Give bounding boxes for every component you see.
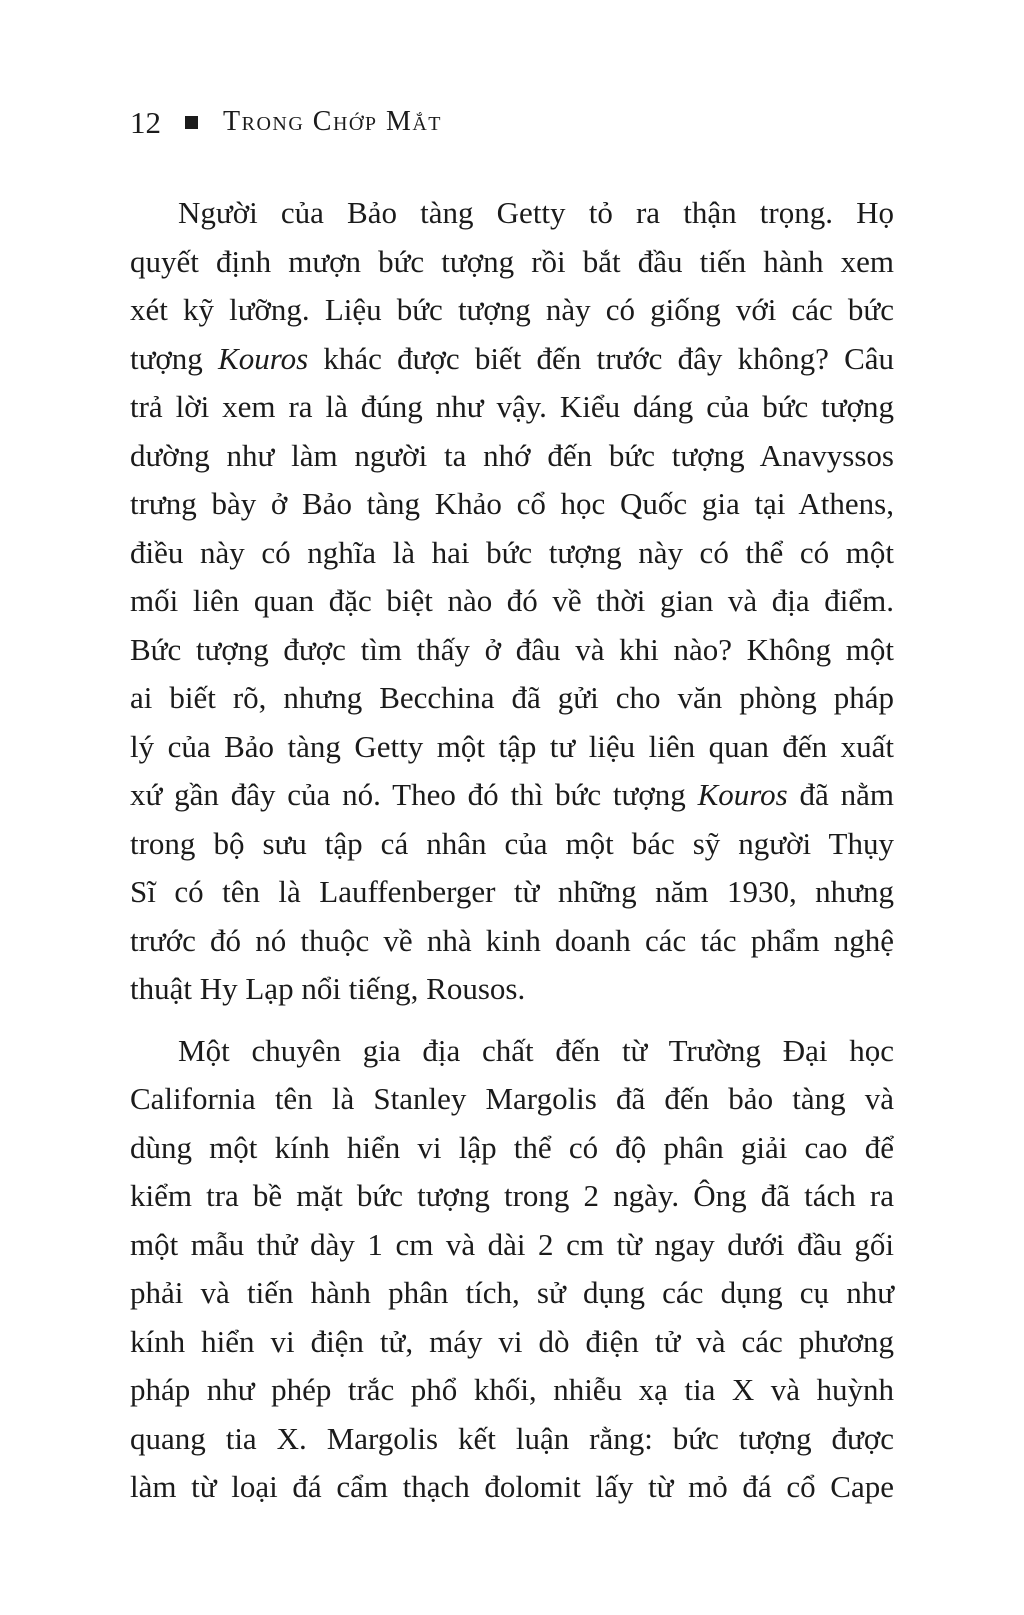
text-line: quyết định mượn bức tượng rồi bắt đầu tiến hành xem — [130, 243, 894, 279]
paragraph — [130, 189, 894, 1014]
text-line: dùng một kính hiển vi lập thể có độ phân giải cao để — [130, 1129, 894, 1165]
text-line: xét kỹ lưỡng. Liệu bức tượng này có giống với các bức — [130, 292, 894, 327]
italic-term: Kouros — [697, 777, 788, 812]
text-line: Người của Bảo tàng Getty tỏ ra thận trọng. Họ — [178, 195, 894, 230]
running-title: Trong Chớp Mắt — [223, 106, 443, 137]
page-header — [130, 103, 442, 141]
text-line: Sĩ có tên là Lauffenberger từ những năm 1930, nhưng — [130, 874, 894, 909]
text-line: kiểm tra bề mặt bức tượng trong 2 ngày. Ông đã tách ra — [130, 1178, 894, 1213]
text-line: một mẫu thử dày 1 cm và dài 2 cm từ ngay dưới đầu gối — [130, 1226, 894, 1262]
text-line: dường như làm người ta nhớ đến bức tượng Anavyssos — [130, 437, 894, 473]
italic-term: Kouros — [218, 340, 309, 376]
text-line: xứ gần đây của nó. Theo đó thì bức tượng Kouros đã nằm — [130, 777, 894, 812]
text-line: điều này có nghĩa là hai bức tượng này có thể có một — [130, 534, 894, 570]
paragraph — [130, 1027, 894, 1512]
text-line: kính hiển vi điện tử, máy vi dò điện tử và các phương — [130, 1323, 894, 1359]
text-line: Bức tượng được tìm thấy ở đâu và khi nào? Không một — [130, 631, 894, 667]
text-line: trả lời xem ra là đúng như vậy. Kiểu dáng của bức tượng — [130, 389, 894, 424]
text-line: trưng bày ở Bảo tàng Khảo cổ học Quốc gia tại Athens, — [130, 486, 894, 521]
text-line: làm từ loại đá cẩm thạch đolomit lấy từ mỏ đá cổ Cape — [130, 1469, 894, 1504]
text-line: California tên là Stanley Margolis đã đến bảo tàng và — [130, 1081, 894, 1116]
square-bullet-icon — [185, 116, 198, 129]
body-text — [130, 189, 894, 1512]
text-line: pháp như phép trắc phổ khối, nhiễu xạ tia X và huỳnh — [130, 1372, 894, 1407]
text-line: trước đó nó thuộc về nhà kinh doanh các tác phẩm nghệ — [130, 922, 894, 958]
text-line: mối liên quan đặc biệt nào đó về thời gian và địa điểm. — [130, 583, 894, 618]
text-line: Một chuyên gia địa chất đến từ Trường Đại học — [178, 1032, 894, 1068]
text-line: quang tia X. Margolis kết luận rằng: bức tượng được — [130, 1420, 894, 1456]
text-line: thuật Hy Lạp nổi tiếng, Rousos. — [130, 971, 526, 1006]
text-line: lý của Bảo tàng Getty một tập tư liệu liên quan đến xuất — [130, 728, 894, 764]
text-line: trong bộ sưu tập cá nhân của một bác sỹ người Thụy — [130, 825, 894, 861]
text-line: ai biết rõ, nhưng Becchina đã gửi cho văn phòng pháp — [130, 680, 894, 715]
text-line: tượng Kouros khác được biết đến trước đây không? Câu — [130, 340, 894, 376]
page-number: 12 — [130, 104, 161, 140]
text-line: phải và tiến hành phân tích, sử dụng các dụng cụ như — [130, 1275, 894, 1310]
